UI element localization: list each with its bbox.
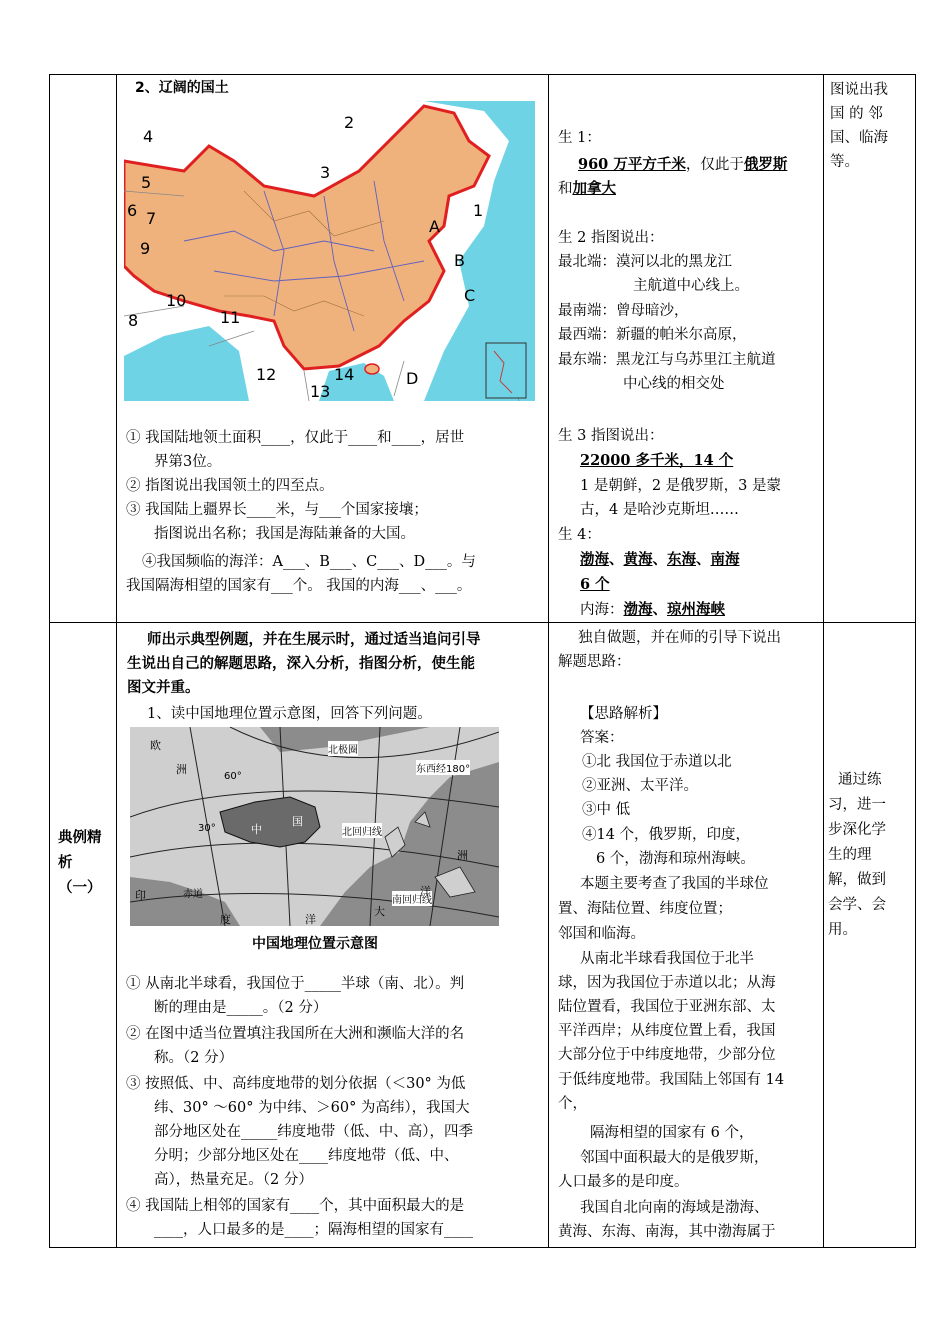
globe-label-yang: 洋: [305, 913, 316, 926]
inner-qiongzhou: 琼州海峡: [667, 601, 725, 618]
globe-label-china-1: 中: [251, 823, 262, 836]
solution-line-0: 独自做题，并在师的引导下说出: [578, 630, 781, 646]
solution-line-14: 球，因为我国位于赤道以北；从海: [558, 975, 776, 991]
solution-line-8: ④14 个，俄罗斯，印度，: [582, 827, 751, 843]
solution-line-7: ③中 低: [582, 802, 631, 818]
map-label-7: 7: [146, 209, 157, 228]
intent-2-line-4: 生的理: [828, 847, 872, 863]
area-answer: 960 万平方千米: [578, 156, 686, 173]
example-q4-line-2: ____，人口最多的是____；隔海相望的国家有____: [154, 1222, 473, 1238]
student2-label: 生 2 指图说出：: [558, 230, 664, 246]
col-divider-1: [116, 75, 117, 1247]
globe-label-yin: 印: [135, 889, 146, 902]
globe-label-lat60: 60°: [224, 771, 242, 782]
map-label-10: 10: [166, 291, 187, 310]
overseas-count-answer: 6 个: [580, 576, 610, 593]
col-divider-2: [548, 75, 549, 1247]
globe-label-zhou: 洲: [176, 763, 187, 776]
map-label-C: C: [464, 286, 476, 305]
intent-2-line-2: 习，进一: [828, 797, 886, 813]
globe-label-equator: 赤道: [183, 889, 203, 900]
solution-line-19: 个，: [558, 1096, 587, 1112]
border-length-answer: 22000 多千米，14 个: [580, 452, 734, 469]
solution-line-23: 我国自北向南的海域是渤海、: [580, 1200, 769, 1216]
solution-line-22: 人口最多的是印度。: [558, 1174, 689, 1190]
student1-label: 生 1：: [558, 130, 601, 146]
intent-1-line-2: 国 的 邻: [830, 106, 883, 122]
question-1-line-1: ① 我国陆地领土面积____，仅此于____和____，居世: [126, 430, 465, 446]
solution-line-1: 解题思路：: [558, 654, 631, 670]
solution-line-10: 本题主要考查了我国的半球位: [580, 876, 769, 892]
globe-label-ou: 欧: [150, 739, 161, 752]
sea-huanghai: 黄海: [623, 551, 653, 568]
map-label-14: 14: [334, 365, 355, 384]
solution-line-11: 置、海陆位置、纬度位置；: [558, 901, 732, 917]
solution-line-6: ②亚洲、太平洋。: [582, 778, 698, 794]
solution-line-16: 平洋西岸；从纬度位置上看，我国: [558, 1023, 776, 1039]
example-q1-line-1: ① 从南北半球看，我国位于_____半球（南、北）。判: [126, 976, 465, 992]
map-label-B: B: [454, 251, 465, 270]
map-label-2: 2: [344, 113, 355, 132]
china-location-map: [130, 727, 499, 926]
globe-label-yang2: 洋: [420, 885, 431, 898]
globe-label-du: 度: [220, 913, 231, 926]
example-q3-line-1: ③ 按照低、中、高纬度地带的划分依据（＜30° 为低: [126, 1076, 466, 1092]
northmost-point-2: 主航道中心线上。: [633, 278, 749, 294]
row-divider: [50, 622, 915, 623]
example-question-title: 1、读中国地理位置示意图，回答下列问题。: [147, 706, 432, 722]
eastmost-point-2: 中心线的相交处: [623, 376, 725, 392]
map-label-5: 5: [141, 173, 152, 192]
globe-label-da: 大: [374, 905, 385, 918]
china-territory-map: [124, 101, 535, 401]
china-map-graphic: [124, 101, 535, 401]
solution-line-17: 大部分位于中纬度地带，少部分位: [558, 1047, 776, 1063]
intent-2-line-7: 用。: [828, 922, 857, 938]
example-q4-line-1: ④ 我国陆上相邻的国家有____个，其中面积最大的是: [126, 1198, 465, 1214]
map-label-9: 9: [140, 239, 151, 258]
canada-answer: 加拿大: [572, 180, 616, 197]
section-title: 2、辽阔的国土: [135, 80, 229, 96]
map-label-A: A: [429, 217, 440, 236]
example-q1-line-2: 断的理由是_____。（2 分）: [154, 1000, 328, 1016]
intent-2-line-6: 会学、会: [828, 897, 886, 913]
intent-1-line-3: 国、临海: [830, 130, 888, 146]
globe-label-china-2: 国: [292, 815, 303, 828]
northmost-point: 最北端：漠河以北的黑龙江: [558, 254, 732, 270]
intent-2-line-5: 解，做到: [828, 872, 886, 888]
seas-answer: 渤海、黄海、东海、南海: [580, 551, 740, 568]
solution-line-12: 邻国和临海。: [558, 926, 645, 942]
question-2: ② 指图说出我国领土的四至点。: [126, 478, 334, 494]
section-label-line-3: （一）: [58, 879, 102, 896]
neighbors-line-1: 1 是朝鲜，2 是俄罗斯，3 是蒙: [580, 478, 782, 494]
solution-line-4: 答案：: [580, 730, 624, 746]
globe-label-zhou2: 洲: [457, 849, 468, 862]
example-q3-line-2: 纬、30° ～60° 为中纬、＞60° 为高纬），我国大: [154, 1100, 470, 1116]
answer-connector: ，仅此于: [685, 157, 744, 173]
teacher-instruction-2: 生说出自己的解题思路，深入分析，指图分析，使生能: [127, 655, 475, 672]
question-4-line-1: ④我国频临的海洋：A___、B___、C___、D___。与: [142, 554, 476, 570]
student1-answer: [578, 155, 787, 175]
sea-donghai: 东海: [667, 551, 696, 568]
intent-2-line-3: 步深化学: [828, 822, 886, 838]
map-label-6: 6: [127, 201, 138, 220]
southmost-point: 最南端：曾母暗沙，: [558, 303, 689, 319]
solution-line-24: 黄海、东海、南海，其中渤海属于: [558, 1224, 776, 1240]
map-label-D: D: [406, 369, 419, 388]
sea-nanhai: 南海: [710, 551, 740, 568]
solution-line-20: 隔海相望的国家有 6 个，: [590, 1125, 754, 1141]
map-caption: 中国地理位置示意图: [252, 936, 378, 952]
solution-line-13: 从南北半球看我国位于北半: [580, 951, 754, 967]
example-q2-line-2: 称。（2 分）: [154, 1050, 234, 1066]
map-label-11: 11: [220, 308, 241, 327]
student3-label: 生 3 指图说出：: [558, 428, 664, 444]
col-divider-3: [823, 75, 824, 1247]
solution-line-5: ①北 我国位于赤道以北: [582, 754, 732, 770]
inner-bohai: 渤海: [623, 601, 653, 618]
student1-answer-2: [558, 179, 616, 199]
section-label-line-2: 析: [58, 854, 73, 871]
question-3-line-1: ③ 我国陆上疆界长____米，与___个国家接壤；: [126, 502, 428, 518]
globe-label-s-tropic: 南回归线: [392, 891, 432, 906]
question-3-line-2: 指图说出名称；我国是海陆兼备的大国。: [154, 526, 415, 542]
example-q2-line-1: ② 在图中适当位置填注我国所在大洲和濒临大洋的名: [126, 1026, 465, 1042]
map-label-1: 1: [473, 201, 484, 220]
globe-label-tropic: 北回归线: [342, 823, 382, 838]
inner-sea-answer: 内海：渤海、琼州海峡: [580, 601, 725, 618]
globe-label-lon180: 东西经180°: [416, 760, 470, 775]
map-label-12: 12: [256, 365, 277, 384]
eastmost-point: 最东端：黑龙江与乌苏里江主航道: [558, 352, 776, 368]
neighbors-line-2: 古，4 是哈沙克斯坦……: [580, 502, 739, 518]
student4-label: 生 4：: [558, 527, 601, 543]
and-text: 和: [558, 181, 573, 197]
solution-line-18: 于低纬度地带。我国陆上邻国有 14: [558, 1072, 785, 1088]
map-label-13: 13: [310, 382, 331, 401]
teacher-instruction-1: 师出示典型例题，并在生展示时，通过适当追问引导: [147, 631, 481, 648]
solution-line-21: 邻国中面积最大的是俄罗斯，: [580, 1150, 769, 1166]
solution-heading: 【思路解析】: [580, 706, 667, 722]
globe-label-lat30: 30°: [198, 823, 216, 834]
teacher-instruction-3: 图文并重。: [127, 679, 200, 696]
example-q3-line-4: 分明；少部分地区处在____纬度地带（低、中、: [154, 1148, 459, 1164]
solution-line-9: 6 个，渤海和琼州海峡。: [596, 851, 755, 867]
intent-2-line-1: 通过练: [838, 772, 882, 788]
sea-bohai: 渤海: [580, 551, 609, 568]
map-label-8: 8: [128, 311, 139, 330]
section-label-line-1: 典例精: [58, 829, 102, 846]
solution-line-15: 陆位置看，我国位于亚洲东部、太: [558, 999, 776, 1015]
russia-answer: 俄罗斯: [743, 156, 788, 173]
example-q3-line-3: 部分地区处在_____纬度地带（低、中、高），四季: [154, 1124, 473, 1140]
map-label-4: 4: [143, 127, 154, 146]
inner-sea-label: 内海：: [580, 602, 624, 618]
map-label-3: 3: [320, 163, 331, 182]
example-q3-line-5: 高），热量充足。（2 分）: [154, 1172, 313, 1188]
westmost-point: 最西端：新疆的帕米尔高原，: [558, 327, 747, 343]
intent-1-line-1: 图说出我: [830, 82, 888, 98]
intent-1-line-4: 等。: [830, 154, 859, 170]
question-4-line-2: 我国隔海相望的国家有___个。 我国的内海___、___。: [126, 578, 472, 594]
globe-label-north-pole: 北极圈: [328, 741, 358, 756]
question-1-line-2: 界第3位。: [154, 454, 222, 470]
